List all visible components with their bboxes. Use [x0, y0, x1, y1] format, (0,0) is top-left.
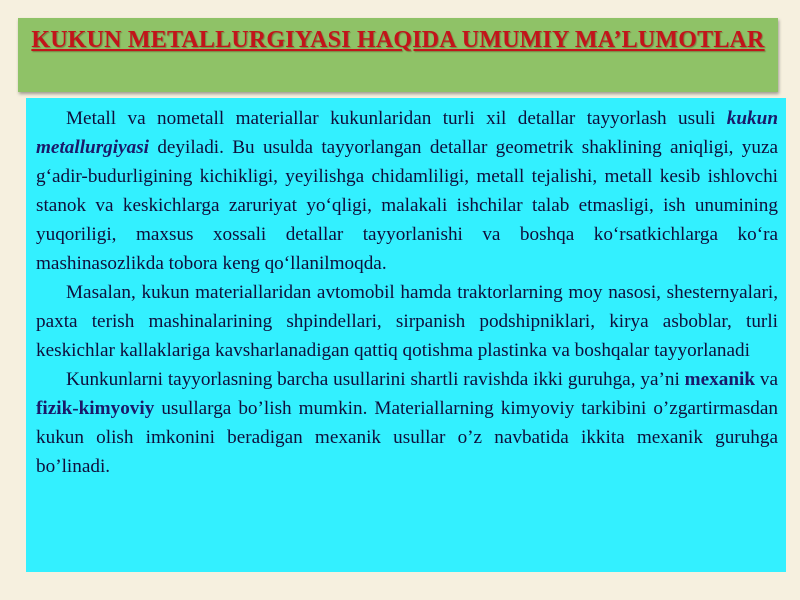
paragraph-1-text: Metall va nometall materiallar kukunlaridan turli xil detallar tayyorlash usuli: [66, 108, 727, 129]
paragraph-definition: [36, 104, 778, 278]
paragraph-examples: [36, 278, 778, 365]
term-mexanik: mexanik: [684, 369, 756, 390]
paragraph-methods: [36, 365, 778, 481]
paragraph-3-text-end: usullarga bo’lish mumkin. Materiallarning kimyoviy tarkibini o’zgartirmasdan kukun olish imkonini beradigan mexanik usullar o’z navbatida ikkita mexanik guruhga bo’linadi.: [36, 398, 778, 477]
term-fizik-kimyoviy: fizik-kimyoviy: [36, 398, 155, 419]
paragraph-2-text: Masalan, kukun materiallaridan avtomobil hamda traktorlarning moy nasosi, shesternyalari, paxta terish mashinalarining shpindellari, sirpanish podshipniklari, kirya asboblar, turli keskichlar kallaklariga kavsharlanadigan qattiq qotishma plastinka va boshqalar tayyorlanadi: [36, 282, 778, 361]
paragraph-1-text-end: deyiladi. Bu usulda tayyorlangan detallar geometrik shaklining aniqligi, yuza g‘adir-budurligining kichikligi, yeyilishga chidamliligi, metall tejalishi, metall kesib ishlovchi stanok va keskichlarga zaruriyat yo‘qligi, malakali ishchilar talab etmasligi, ish unumining yuqoriligi, maxsus xossali detallar tayyorlanishi va boshqa ko‘rsatkichlarga ko‘ra mashinasozlikda tobora keng qo‘llanilmoqda.: [36, 137, 778, 274]
paragraph-3-conjunction: va: [755, 369, 778, 390]
paragraph-3-text: Kunkunlarni tayyorlasning barcha usullarini shartli ravishda ikki guruhga, ya’ni: [66, 369, 685, 390]
term-kukun-metallurgiyasi: kukun metallurgiyasi: [36, 108, 778, 158]
content-text: [36, 104, 778, 481]
slide-title: KUKUN METALLURGIYASI HAQIDA UMUMIY MA’LUMOTLAR: [31, 27, 765, 53]
